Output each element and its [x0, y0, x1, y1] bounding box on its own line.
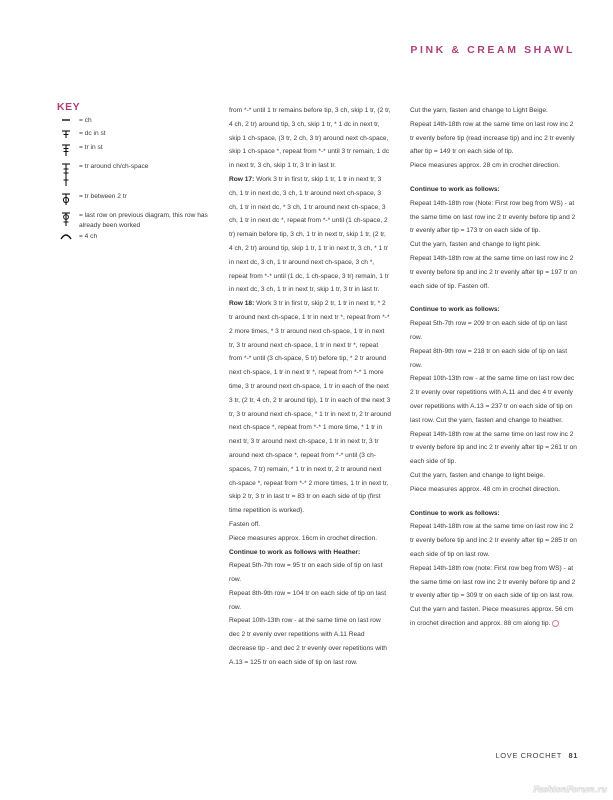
instruction-heading-paragraph — [229, 173, 391, 297]
key-label: = 4 ch — [79, 232, 98, 240]
tr-symbol-icon — [57, 143, 75, 162]
instruction-text: Work 3 tr in first tr, skip 1 tr, 1 tr in next tr, 3 ch, 1 tr in next dc, 3 ch, 1 tr around next ch-space, 3 ch, 1 tr in next dc, * 3 ch, 1 tr around next ch-space, 3 ch, 1 tr in next dc *, repeat from *-* until (1 ch-space, 2 tr) remain before tip, 3 ch, 1 tr in next tr, skip 1 tr, (2 tr, 4 ch, 2 tr) around tip, skip 1 tr, 1 tr in next tr, 3 ch, * 1 tr in next dc, 3 ch, 1 tr around next ch-space, 3 ch *, repeat from *-* until (1 dc, 1 ch-space, 3 tr) remain, 1 tr in next dc, 3 ch, 1 tr in next tr, skip 1 tr, 3 tr in last tr. — [229, 175, 389, 294]
key-row — [57, 129, 227, 144]
instruction-text: Repeat 5th-7th row = 209 tr on each side of tip on last row. — [410, 320, 568, 341]
tr-between-icon — [57, 192, 75, 211]
key-label: = dc in st — [79, 129, 106, 137]
instruction-text: Repeat 14th-18th row at the same time on last row inc 2 tr evenly before tip (read increase tip) and inc 2 tr evenly after tip = 149 tr on each side of tip. — [410, 120, 575, 156]
instruction-text: Work 3 tr in first tr, skip 2 tr, 1 tr in next tr, * 2 tr around next ch-space, 1 tr in next tr *, repeat from *-* 2 more times, * 3 tr around next ch-space, 1 tr in next tr, 3 tr around next ch-space, 1 tr in next tr *, repeat from *-* until (3 ch-space, 5 tr) before tip, * 2 tr around next ch-space, 1 tr in next tr *, repeat from *-* 1 more time, 3 tr around next ch-space, 1 tr in each of the next 3 tr, (2 tr, 4 ch, 2 tr around tip), 1 tr in each of the next 3 tr, 3 tr around next ch-space, * 1 tr in next tr, 2 tr around next ch-space *, repeat from *-* 1 more time, * 1 tr in next tr, 3 tr around next ch-space, 1 tr in next tr, 3 tr around next ch-space *, repeat from *-* until (3 ch-spaces, 7 tr) remain, * 1 tr in next tr, 2 tr around next ch-space *, repeat from *-* 2 more times, 1 tr in next tr, skip 2 tr, 3 tr in last tr = 83 tr on each side of tip (first time repetition is worked). — [229, 300, 391, 515]
instruction-text: Repeat 14th-18th row at the same time on last row inc 2 tr evenly before tip and inc 2 tr evenly after tip = 197 tr on each side of tip. Fasten off. — [410, 254, 577, 290]
instruction-paragraph — [229, 587, 391, 615]
instruction-paragraph — [410, 520, 578, 561]
magazine-name: LOVE CROCHET — [495, 751, 562, 760]
instruction-heading-paragraph — [229, 297, 391, 518]
instruction-heading-paragraph — [229, 546, 391, 560]
instruction-paragraph — [410, 238, 578, 252]
key-title: KEY — [57, 101, 81, 113]
end-mark-icon — [552, 620, 559, 627]
key-row — [57, 116, 227, 129]
instruction-paragraph — [410, 428, 578, 469]
key-label: = last row on previous diagram, this row has already been worked — [79, 211, 208, 229]
key-row — [57, 211, 227, 232]
instruction-label: Row 18: — [229, 300, 255, 308]
instruction-paragraph — [229, 532, 391, 546]
instruction-paragraph — [410, 562, 578, 631]
instruction-paragraph — [410, 372, 578, 427]
key-row — [57, 232, 227, 245]
instruction-paragraph — [229, 559, 391, 587]
instruction-label: Continue to work as follows with Heather: — [229, 548, 361, 556]
instruction-text: from *-* until 1 tr remains before tip, 3 ch, skip 1 tr, (2 tr, 4 ch, 2 tr) around tip, 3 ch, skip 1 tr, * 1 dc in next tr, skip 1 ch-space, (3 tr, 2 ch, 3 tr) around next ch-space, skip 1 ch-space *, repeat from *-* until 3 tr remain, 1 dc in next tr, 3 ch, skip 1 tr, 3 tr in last tr. — [229, 107, 391, 170]
instruction-label: Row 17: — [229, 175, 255, 183]
instruction-heading-paragraph — [410, 183, 578, 197]
instruction-text: Cut the yarn, fasten and change to Light Beige. — [410, 107, 548, 114]
page-number: 81 — [568, 751, 578, 760]
key-row — [57, 162, 227, 193]
instruction-paragraph — [229, 614, 391, 669]
chain-dash-icon — [57, 116, 75, 129]
arch-chain-icon — [57, 232, 75, 245]
instruction-heading-paragraph — [410, 507, 578, 521]
instruction-text: Repeat 10th-13th row - at the same time on last row dec 2 tr evenly over repetitions with A.11 Read decrease tip - and dec 2 tr evenly over repetitions with A.13 = 125 tr on each side of tip on last row. — [229, 617, 387, 666]
key-row — [57, 192, 227, 211]
instruction-text: Piece measures approx. 28 cm in crochet direction. — [410, 162, 560, 170]
instruction-paragraph — [410, 345, 578, 373]
page-title: PINK & CREAM SHAWL — [410, 44, 575, 56]
instruction-label: Continue to work as follows: — [410, 509, 500, 517]
instructions-column-middle — [229, 104, 391, 670]
instruction-text: Repeat 5th-7th row = 95 tr on each side of tip on last row. — [229, 562, 383, 584]
instruction-text: Cut the yarn, fasten and change to light beige. — [410, 471, 545, 479]
instruction-label: Continue to work as follows: — [410, 306, 500, 314]
instruction-paragraph — [410, 317, 578, 345]
instruction-text: Fasten off. — [229, 520, 261, 528]
instruction-text: Repeat 14th-18th row at the same time on last row inc 2 tr evenly before tip and inc 2 tr evenly after tip = 285 tr on each side of tip on last row. — [410, 523, 577, 558]
instruction-paragraph — [410, 469, 578, 483]
last-row-marker-icon — [57, 211, 75, 232]
instruction-paragraph — [410, 483, 578, 497]
instruction-paragraph — [229, 104, 391, 173]
instruction-paragraph — [229, 518, 391, 532]
instruction-label: Continue to work as follows: — [410, 185, 500, 193]
tr-around-ch-space-icon — [57, 162, 75, 193]
instruction-paragraph — [410, 197, 578, 238]
instruction-text: Repeat 10th-13th row - at the same time on last row dec 2 tr evenly over repetitions with A.11 and dec 4 tr evenly over repetitions with A.13 = 237 tr on each side of tip on last row. Cut the yarn, fasten and change to heather. — [410, 375, 575, 424]
instruction-paragraph — [410, 159, 578, 173]
instruction-text: Repeat 14th-18th row (note: First row beg from WS) - at the same time on last row inc 2 tr evenly before tip and 2 tr evenly after tip = 309 tr on each side of tip on last row. Cut the yarn and fasten. Piece measures approx. 56 cm in crochet direction and approx. 88 cm along tip. — [410, 564, 576, 627]
key-label: = tr around ch/ch-space — [79, 162, 149, 170]
instruction-heading-paragraph — [410, 303, 578, 317]
instructions-column-right — [410, 104, 578, 631]
instruction-paragraph — [410, 104, 578, 118]
key-label: = ch — [79, 117, 92, 124]
instruction-paragraph — [410, 252, 578, 293]
key-label: = tr in st — [79, 144, 103, 151]
instruction-text: Repeat 8th-9th row = 104 tr on each side of tip on last row. — [229, 589, 387, 611]
page-footer — [496, 751, 578, 760]
instruction-text: Repeat 14th-18th row at the same time on last row inc 2 tr evenly before tip and inc 2 tr evenly after tip = 261 tr on each side of tip. — [410, 430, 577, 466]
key-row — [57, 143, 227, 162]
watermark: FashionForum.ru — [533, 785, 607, 795]
instruction-text: Cut the yarn, fasten and change to light pink. — [410, 241, 541, 249]
instruction-text: Repeat 8th-9th row = 218 tr on each side of tip on last row. — [410, 347, 568, 369]
key-label: = tr between 2 tr — [79, 193, 127, 200]
instruction-text: Piece measures approx. 48 cm in crochet direction. — [410, 485, 560, 493]
instruction-paragraph — [410, 118, 578, 159]
instruction-text: Piece measures approx. 16cm in crochet direction. — [229, 534, 378, 542]
dc-symbol-icon — [57, 129, 75, 144]
key-legend — [57, 101, 227, 244]
instruction-text: Repeat 14th-18th row (Note: First row beg from WS) - at the same time on last row inc 2 tr evenly before tip and 2 tr evenly after tip = 173 tr on each side of tip. — [410, 199, 576, 235]
